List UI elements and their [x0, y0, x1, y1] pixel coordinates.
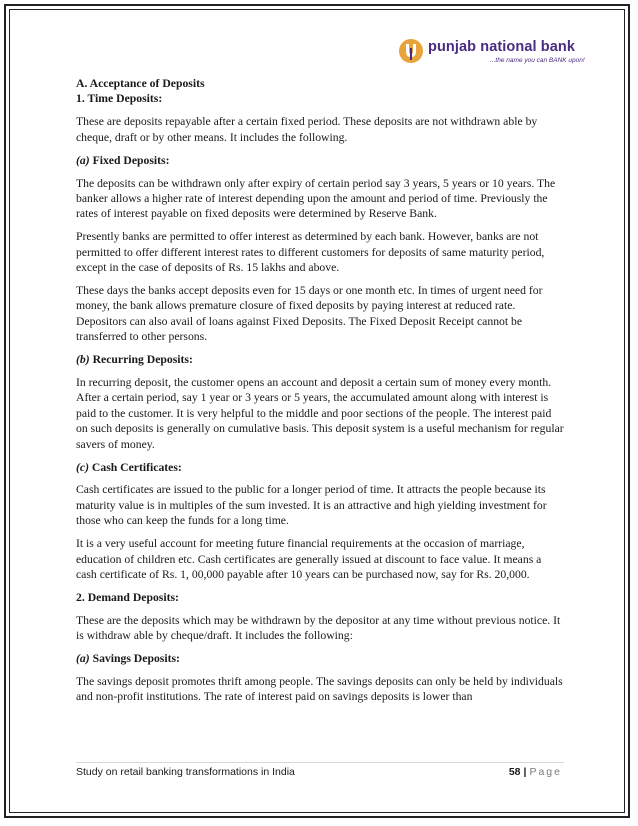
bank-logo-tagline: ...the name you can BANK upon! — [490, 57, 585, 64]
heading-savings-deposits — [76, 651, 564, 666]
footer-separator: | — [523, 766, 527, 778]
heading-marker: (b) — [76, 353, 90, 367]
heading-title: Savings Deposits: — [92, 652, 180, 666]
page-label: Page — [529, 766, 562, 778]
bank-logo-icon — [398, 38, 424, 64]
footer-page-indicator — [509, 766, 562, 778]
heading-recurring-deposits — [76, 352, 564, 367]
page-number: 58 — [508, 766, 521, 778]
footer-divider — [76, 762, 564, 763]
paragraph-savings-1: The savings deposit promotes thrift among people. The savings deposits can only be held by individuals and non-profit institutions. The rate of interest paid on savings deposits is lower than — [76, 675, 563, 704]
heading-fixed-deposits — [76, 153, 564, 168]
heading-acceptance-of-deposits: A. Acceptance of Deposits — [76, 77, 205, 90]
paragraph-fixed-2: Presently banks are permitted to offer interest as determined by each bank. However, banks are not permitted to offer different interest rates to different customers for deposits of same maturity period, except in the case of deposits of Rs. 15 lakhs and above. — [76, 230, 545, 275]
paragraph-fixed-1: The deposits can be withdrawn only after expiry of certain period say 3 years, 5 years or 10 years. The banker allows a higher rate of interest depending upon the amount and period of time. Previously the rates of interest payable on fixed deposits were determined by Reserve Bank. — [76, 176, 556, 221]
heading-demand-deposits: 2. Demand Deposits: — [76, 590, 179, 604]
heading-marker: (a) — [76, 652, 90, 666]
heading-marker: (c) — [76, 460, 89, 474]
heading-title: Recurring Deposits: — [92, 353, 193, 367]
heading-title: Fixed Deposits: — [92, 153, 170, 167]
heading-marker: (a) — [76, 153, 90, 167]
heading-time-deposits: 1. Time Deposits: — [76, 92, 163, 106]
bank-logo-name: punjab national bank — [428, 39, 576, 55]
footer-title: Study on retail banking transformations in India — [76, 766, 295, 778]
paragraph-fixed-3: These days the banks accept deposits even for 15 days or one month etc. In times of urgent need for money, the bank allows premature closure of fixed deposits by paying interest at reduced rate. Depositors can also avail of loans against Fixed Deposits. The Fixed Deposit Receipt cannot be transferred to other persons. — [76, 283, 543, 344]
paragraph-time-deposits: These are deposits repayable after a certain fixed period. These deposits are not withdrawn able by cheque, draft or by other means. It includes the following. — [76, 115, 538, 144]
document-body — [76, 76, 564, 712]
paragraph-cash-1: Cash certificates are issued to the public for a longer period of time. It attracts the people because its maturity value is in multiples of the sum invested. It is an attractive and high yielding investment for those who can keep the funds for a long time. — [76, 483, 547, 528]
bank-logo — [398, 38, 598, 68]
paragraph-recurring-1: In recurring deposit, the customer opens an account and deposit a certain sum of money every month. After a certain period, say 1 year or 3 years or 5 years, the accumulated amount along with interest is paid to the customer. It is very helpful to the middle and poor sections of the people. The interest paid on such deposits is generally on cumulative basis. This deposit system is a useful mechanism for regular savers of money. — [76, 376, 564, 451]
paragraph-demand-deposits: These are the deposits which may be withdrawn by the depositor at any time without previous notice. It is withdraw able by cheque/draft. It includes the following: — [76, 613, 561, 643]
heading-title: Cash Certificates: — [91, 460, 182, 474]
paragraph-cash-2: It is a very useful account for meeting future financial requirements at the occasion of marriage, education of children etc. Cash certificates are generally issued at discount to face value. It means a cash certificate of Rs. 1, 00,000 payable after 10 years can be purchased now, say for Rs. 20,000. — [76, 537, 542, 581]
heading-cash-certificates — [76, 460, 564, 475]
